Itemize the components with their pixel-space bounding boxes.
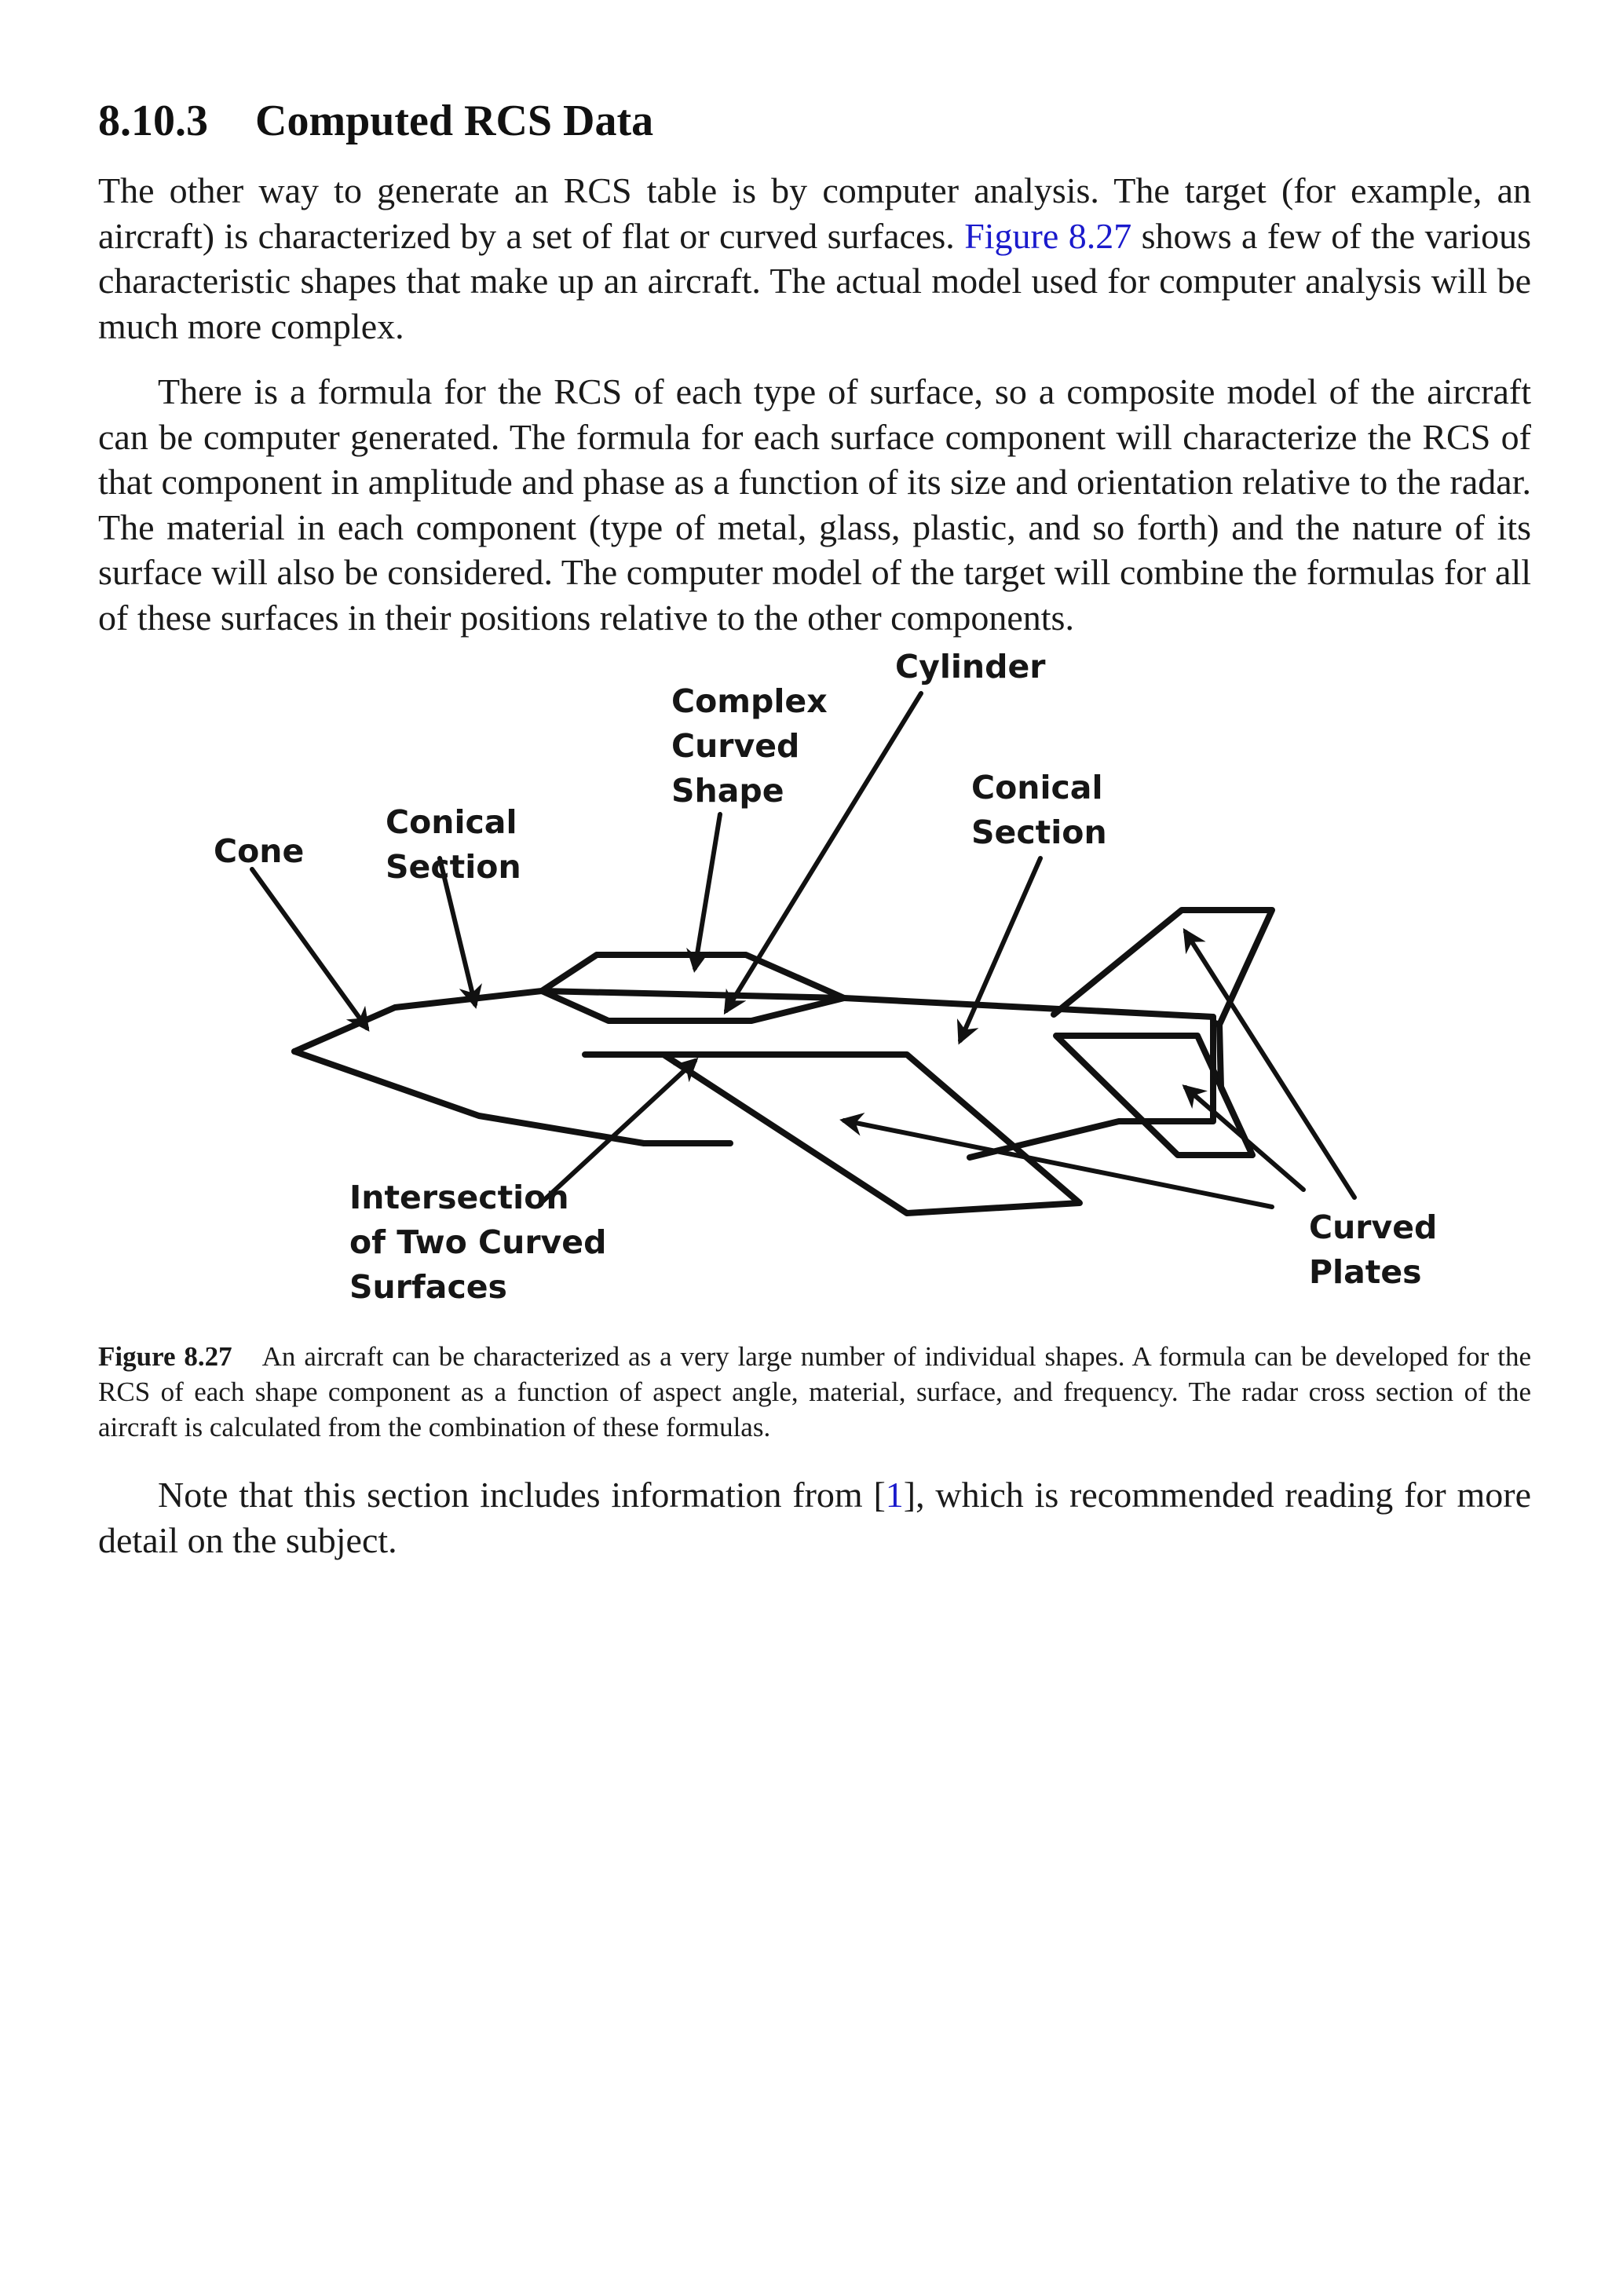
- section-number: 8.10.3: [98, 97, 208, 145]
- figure-aircraft-diagram: [98, 648, 1531, 1339]
- aircraft-diagram: [98, 648, 1531, 1339]
- paragraph-3-text-a: Note that this section includes information from [: [158, 1475, 886, 1515]
- arrow-complex-shape: [695, 814, 720, 968]
- main-wing: [585, 1055, 1080, 1213]
- paragraph-2: There is a formula for the RCS of each type of surface, so a composite model of the aircraft can be computer generated. The formula for each surface component will characterize the RCS of that component in amplitude and phase as a function of its size and orientation relative to the radar. The material in each component (type of metal, glass, plastic, and so forth) and the nature of its surface will also be considered. The computer model of the target will combine the formulas for all of these surfaces in their positions relative to the other components.: [98, 371, 1531, 638]
- figure-caption: [98, 1339, 1531, 1445]
- fuselage-bottom-outline: [294, 1051, 730, 1143]
- paragraph-3: [98, 1472, 1531, 1563]
- tail-end: [1213, 1022, 1252, 1155]
- label-conical-left-2: Section: [386, 848, 521, 886]
- label-plates-2: Plates: [1309, 1253, 1422, 1291]
- page-content: [98, 93, 1531, 1563]
- section-heading: [98, 93, 1531, 149]
- label-conical-right-2: Section: [971, 813, 1107, 851]
- label-intersection-3: Surfaces: [349, 1268, 507, 1306]
- label-complex-2: Curved: [671, 727, 800, 765]
- label-conical-right-1: Conical: [971, 769, 1103, 806]
- label-complex-1: Complex: [671, 682, 828, 720]
- label-plates-1: Curved: [1309, 1208, 1438, 1246]
- label-complex-3: Shape: [671, 772, 784, 810]
- paragraph-1: [98, 168, 1531, 349]
- arrow-plates-lower: [1186, 1088, 1303, 1190]
- label-cone: Cone: [214, 832, 305, 870]
- figure-link[interactable]: Figure 8.27: [964, 215, 1132, 256]
- label-intersection-2: of Two Curved: [349, 1223, 607, 1261]
- section-title: Computed RCS Data: [255, 97, 654, 145]
- arrow-conical-right: [960, 858, 1040, 1040]
- label-conical-left-1: Conical: [386, 803, 517, 841]
- paragraph-1-text-a: The other way to generate an RCS table is by computer analysis. The target (for example, an aircraft) is characterized by a set of flat or curved surfaces.: [98, 170, 1531, 256]
- label-intersection-1: Intersection: [349, 1179, 569, 1216]
- reference-link[interactable]: 1: [885, 1475, 904, 1515]
- arrow-cone: [252, 869, 367, 1028]
- canopy-shape: [542, 955, 844, 1021]
- caption-number: Figure 8.27: [98, 1341, 232, 1372]
- paragraph-3-text-b: ], which is recommended reading for more detail on the subject.: [98, 1475, 1531, 1560]
- label-cylinder: Cylinder: [895, 648, 1046, 686]
- paragraph-1-text-b: shows a few of the various characteristic shapes that make up an aircraft. The actual model used for computer analysis will be much more complex.: [98, 215, 1531, 346]
- caption-text: An aircraft can be characterized as a very large number of individual shapes. A formula can be developed for the RCS of each shape component as a function of aspect angle, material, surface, and frequency. The radar cross section of the aircraft is calculated from the combination of these formulas.: [98, 1341, 1531, 1442]
